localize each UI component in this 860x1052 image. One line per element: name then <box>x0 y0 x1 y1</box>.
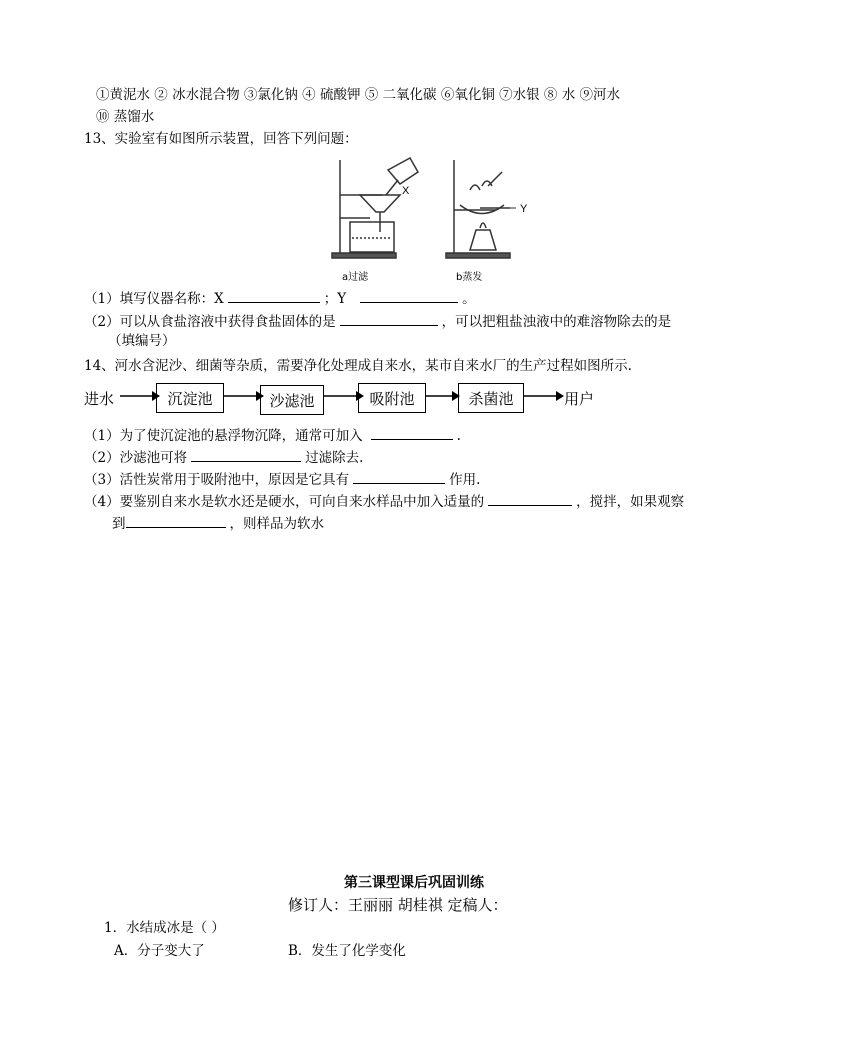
flow-step-disinfection: 杀菌池 <box>458 383 524 413</box>
lab-apparatus-figure <box>320 150 540 290</box>
q14-part4-cont <box>112 514 324 533</box>
q1-option-a[interactable]: A．分子变大了 <box>114 943 205 959</box>
q14-stem: 14、河水含泥沙、细菌等杂质，需要净化处理成自来水，某市自来水厂的生产过程如图所示. <box>84 358 632 374</box>
q14-part2 <box>84 448 363 467</box>
fig-a-caption: a过滤 <box>342 272 369 283</box>
arrow-right-icon <box>524 388 564 404</box>
answer-blank-observation[interactable] <box>126 514 226 528</box>
answer-blank-coagulant[interactable] <box>371 426 453 440</box>
flow-step-sand-filter: 沙滤池 <box>260 385 324 415</box>
q14-part4-end: ，则样品为软水 <box>229 516 324 532</box>
q1-option-b[interactable]: B．发生了化学变化 <box>288 943 406 959</box>
section-title: 第三课型课后巩固训练 <box>344 875 484 891</box>
q14-part2-prefix: （2）沙滤池可将 <box>84 450 188 466</box>
arrow-right-icon <box>224 388 264 404</box>
filtration-apparatus <box>332 158 418 258</box>
q12-options-line1: ①黄泥水 ② 冰水混合物 ③氯化钠 ④ 硫酸钾 ⑤ 二氧化碳 ⑥氧化铜 ⑦水银 ⑧ 水 ⑨河水 <box>96 87 620 103</box>
q14-part1-text: （1）为了使沉淀池的悬浮物沉降，通常可加入 <box>84 428 363 444</box>
flow-step-adsorption: 吸附池 <box>358 383 426 413</box>
flow-end-label: 用户 <box>564 390 595 408</box>
answer-blank-sand-filter[interactable] <box>191 448 301 462</box>
q13-stem: 13、实验室有如图所示装置，回答下列问题： <box>84 131 358 147</box>
evaporation-apparatus <box>446 160 510 258</box>
q14-part4-prefix: （4）要鉴别自来水是软水还是硬水，可向自来水样品中加入适量的 <box>84 494 485 510</box>
fig-label-x: X <box>402 185 410 197</box>
answer-blank-adsorption[interactable] <box>353 470 445 484</box>
q13-part1-prefix: （1）填写仪器名称：X <box>84 291 224 307</box>
q14-part1 <box>84 426 461 445</box>
answer-blank-evaporation[interactable] <box>340 312 438 326</box>
q13-part2 <box>84 312 671 331</box>
q14-part3 <box>84 470 480 489</box>
fig-label-y: Y <box>520 203 528 215</box>
q14-part2-suffix: 过滤除去. <box>305 450 364 466</box>
q12-options-line2: ⑩ 蒸馏水 <box>96 109 155 125</box>
q14-part3-suffix: 作用. <box>449 472 481 488</box>
q14-part1-end: . <box>456 428 461 444</box>
answer-blank-y[interactable] <box>360 289 458 303</box>
q14-part4-prefix2: 到 <box>112 516 126 532</box>
fig-b-caption: b蒸发 <box>456 272 483 283</box>
section-editors: 修订人：王丽丽 胡桂祺 定稿人： <box>288 896 508 914</box>
answer-blank-reagent[interactable] <box>488 492 572 506</box>
q13-part1-end: 。 <box>462 291 476 307</box>
q13-part2-prefix: （2）可以从食盐溶液中获得食盐固体的是 <box>84 314 336 330</box>
q13-part1-sep: ；Y <box>323 291 347 307</box>
water-treatment-flowchart <box>84 380 704 420</box>
flow-start-label: 进水 <box>84 390 115 408</box>
answer-blank-x[interactable] <box>228 289 320 303</box>
q1-stem: 1．水结成冰是（ ） <box>104 920 225 936</box>
q14-part4 <box>84 492 684 511</box>
q13-part2-note: （填编号） <box>108 333 176 349</box>
arrow-right-icon <box>426 388 460 404</box>
q14-part4-mid: ，搅拌，如果观察 <box>576 494 685 510</box>
q13-part1 <box>84 289 476 308</box>
flow-step-sedimentation: 沉淀池 <box>156 383 224 413</box>
q13-part2-mid: ，可以把粗盐浊液中的难溶物除去的是 <box>441 314 672 330</box>
arrow-right-icon <box>120 388 160 404</box>
q14-part3-prefix: （3）活性炭常用于吸附池中，原因是它具有 <box>84 472 350 488</box>
